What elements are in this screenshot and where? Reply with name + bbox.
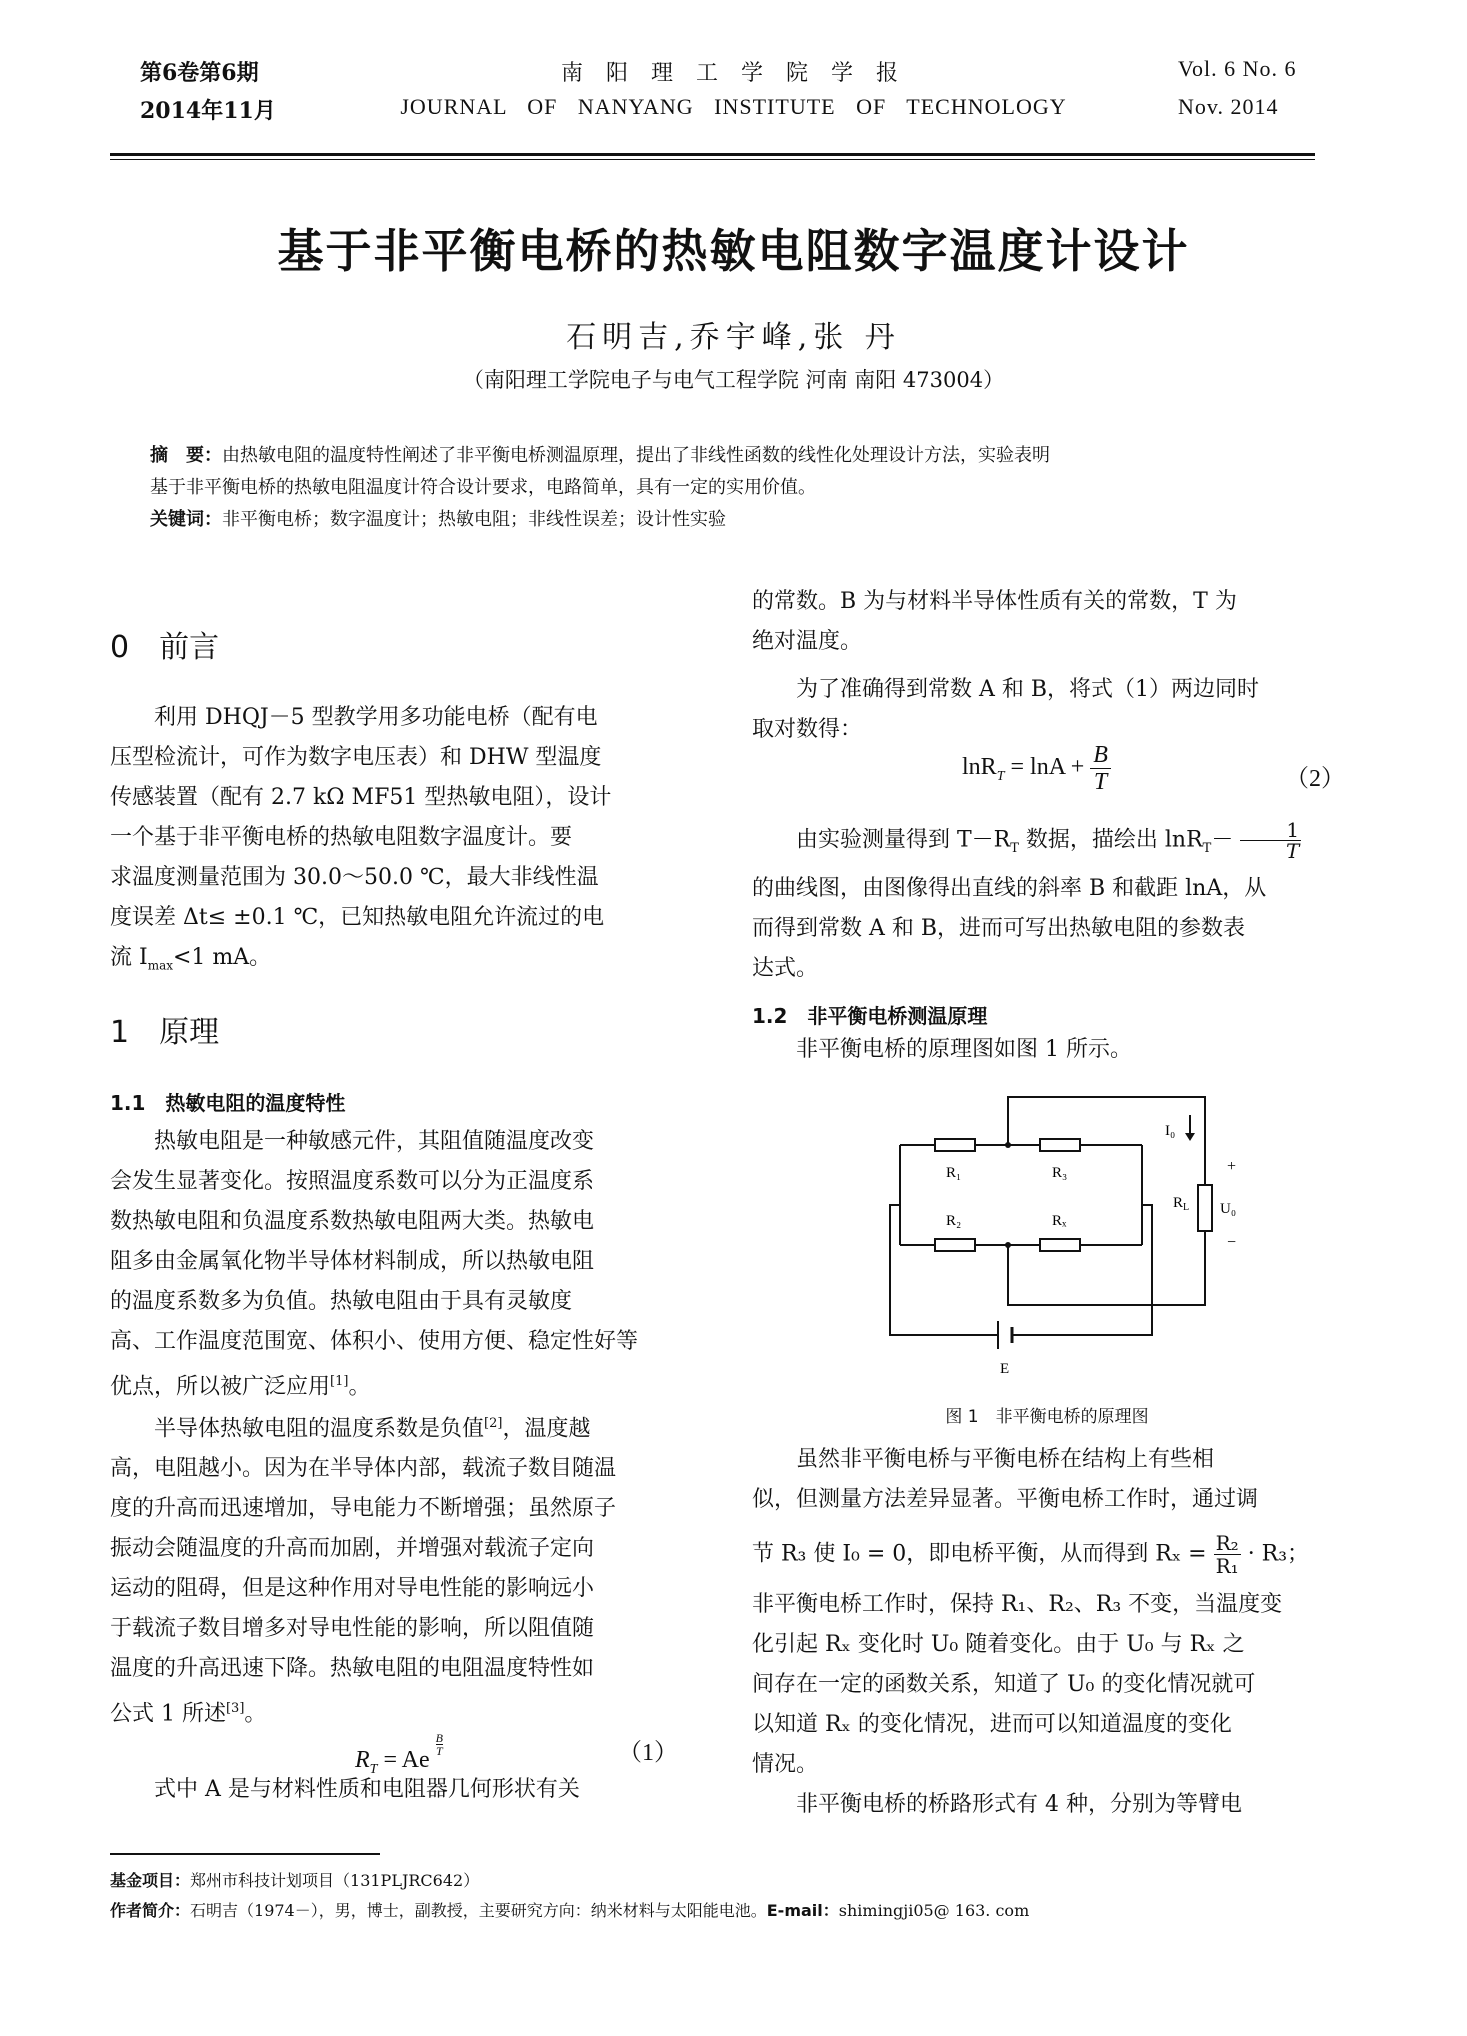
body-line	[110, 1404, 702, 1449]
author-text: 石明吉（1974－），男，博士，副教授，主要研究方向：纳米材料与太阳能电池。	[190, 1901, 767, 1920]
body-line: 式中 A 是与材料性质和电阻器几何形状有关	[154, 1777, 580, 1802]
intro-line	[110, 938, 702, 985]
body-line: 而得到常数 A 和 B，进而可写出热敏电阻的参数表	[752, 915, 1246, 941]
body-line: 非平衡电桥工作时，保持 R₁、R₂、R₃ 不变，当温度变	[752, 1592, 1283, 1617]
volume-en: Vol. 6 No. 6	[1178, 56, 1297, 81]
abstract	[150, 440, 1315, 536]
label-r3: R₃	[1052, 1165, 1068, 1181]
body-line: 非平衡电桥的桥路形式有 4 种，分别为等臂电	[796, 1792, 1242, 1817]
intro-current-value: <1 mA。	[173, 945, 272, 970]
body-line: 振动会随温度的升高而加剧，并增强对载流子定向	[110, 1536, 595, 1562]
label-rx: Rₓ	[1052, 1213, 1067, 1229]
body-line: 数热敏电阻和负温度系数热敏电阻两大类。热敏电	[110, 1209, 595, 1234]
footnote-rule	[110, 1853, 380, 1855]
body-line: 于载流子数目增多对导电性能的影响，所以阻值随	[110, 1616, 595, 1642]
fit-paragraph	[752, 820, 1342, 989]
fraction-den: T	[1286, 839, 1300, 863]
body-line: 化引起 Rₓ 变化时 U₀ 随着变化。由于 U₀ 与 Rₓ 之	[752, 1632, 1245, 1657]
body-line: 度的升高而迅速增加，导电能力不断增强；虽然原子	[110, 1496, 617, 1522]
body-text: · R₃；	[1247, 1541, 1310, 1567]
section-0-heading: 0 前言	[110, 630, 220, 665]
date-en: Nov. 2014	[1178, 94, 1279, 119]
label-i0: I₀	[1165, 1123, 1176, 1139]
body-line	[752, 820, 1342, 869]
keywords-label: 关键词：	[150, 509, 222, 530]
affiliation: （南阳理工学院电子与电气工程学院 河南 南阳 473004）	[462, 368, 1005, 392]
header-rule-thin	[110, 159, 1315, 160]
resistor-r3	[1040, 1139, 1080, 1151]
comparison-paragraph	[752, 1440, 1342, 1825]
label-rl-main: R	[1173, 1195, 1184, 1211]
resistor-rx	[1040, 1239, 1080, 1251]
body-line: 间存在一定的函数关系，知道了 U₀ 的变化情况就可	[752, 1672, 1256, 1697]
body-line: 绝对温度。	[752, 629, 863, 654]
body-line: 非平衡电桥的原理图如图 1 所示。	[796, 1037, 1132, 1062]
constants-paragraph	[752, 582, 1342, 750]
body-text: 。	[244, 1701, 267, 1727]
abstract-label: 摘 要：	[150, 445, 222, 466]
figure-1-caption: 图 1 非平衡电桥的原理图	[945, 1407, 1149, 1427]
body-line: 情况。	[752, 1752, 819, 1777]
inline-fraction	[1240, 820, 1301, 861]
body-text: 由实验测量得到 T－R	[796, 827, 1011, 853]
body-line: 取对数得：	[752, 717, 863, 742]
funding-note	[110, 1868, 479, 1894]
label-plus: +	[1227, 1158, 1237, 1175]
funding-label: 基金项目：	[110, 1871, 191, 1890]
author-note	[110, 1898, 1029, 1924]
eq1-exp-den: T	[436, 1744, 443, 1758]
fraction-num: 1	[1240, 820, 1301, 841]
thermistor-paragraph	[110, 1122, 702, 1407]
keywords: 非平衡电桥；数字温度计；热敏电阻；非线性误差；设计性实验	[222, 509, 726, 530]
equation-2-number: （2）	[1285, 766, 1345, 792]
citation-ref: [3]	[225, 1701, 245, 1717]
authors: 石明吉,乔宇峰,张 丹	[566, 320, 901, 355]
ratio-den: R₁	[1215, 1554, 1239, 1578]
body-line: 达式。	[752, 955, 819, 981]
body-line: 热敏电阻是一种敏感元件，其阻值随温度改变	[154, 1129, 595, 1154]
label-rl	[1173, 1195, 1189, 1213]
intro-line: 一个基于非平衡电桥的热敏电阻数字温度计。要	[110, 825, 573, 850]
bridge-circuit-diagram	[840, 1085, 1260, 1385]
eq1-symbol: R	[355, 1747, 370, 1773]
body-line: 阻多由金属氧化物半导体材料制成，所以热敏电阻	[110, 1249, 595, 1274]
section-1-heading: 1 原理	[110, 1015, 220, 1050]
figure-intro	[752, 1030, 1342, 1070]
intro-current-sub: max	[147, 958, 173, 973]
subsection-1-1-heading: 1.1 热敏电阻的温度特性	[110, 1091, 346, 1115]
equation-2	[962, 742, 1111, 795]
equation-1-number: （1）	[618, 1740, 678, 1766]
volume-cn: 第6卷第6期	[140, 60, 259, 86]
eq2-subscript: T	[996, 768, 1005, 784]
body-line	[110, 1362, 702, 1407]
eq1-exp-num: B	[435, 1731, 444, 1745]
intro-current-symbol: 流 I	[110, 945, 148, 970]
ratio-fraction	[1214, 1532, 1241, 1577]
date-cn: 2014年11月	[140, 98, 276, 124]
eq2-mid: = lnA +	[1010, 754, 1085, 781]
eq2-denominator: T	[1093, 769, 1108, 795]
resistor-r2	[935, 1239, 975, 1251]
body-text: 公式 1 所述	[110, 1701, 226, 1727]
intro-line: 利用 DHQJ－5 型教学用多功能电桥（配有电	[154, 705, 598, 730]
eq2-fraction	[1090, 742, 1111, 795]
intro-line: 度误差 Δt≤ ±0.1 ℃，已知热敏电阻允许流过的电	[110, 905, 605, 930]
journal-title-en: JOURNAL OF NANYANG INSTITUTE OF TECHNOLOGY	[400, 94, 1067, 119]
email-label: E-mail：	[766, 1901, 839, 1920]
body-line: 为了准确得到常数 A 和 B，将式（1）两边同时	[796, 677, 1260, 702]
intro-line: 求温度测量范围为 30.0～50.0 ℃，最大非线性温	[110, 865, 599, 890]
subscript: T	[1202, 840, 1212, 856]
intro-paragraph	[110, 698, 702, 985]
author-label: 作者简介：	[110, 1901, 191, 1920]
intro-line: 压型检流计，可作为数字电压表）和 DHW 型温度	[110, 745, 602, 770]
ratio-num: R₂	[1215, 1531, 1239, 1555]
body-line	[110, 1689, 702, 1734]
subsection-1-2-heading: 1.2 非平衡电桥测温原理	[752, 1004, 988, 1028]
label-r1: R₁	[946, 1165, 962, 1181]
current-arrow-icon	[1185, 1133, 1195, 1141]
body-line: 会发生显著变化。按照温度系数可以分为正温度系	[110, 1169, 595, 1194]
abstract-line-1: 由热敏电阻的温度特性阐述了非平衡电桥测温原理，提出了非线性函数的线性化处理设计方法，实验表明	[222, 445, 1050, 466]
body-line: 高，电阻越小。因为在半导体内部，载流子数目随温	[110, 1456, 617, 1482]
body-text: 。	[348, 1374, 371, 1400]
body-line: 高、工作温度范围宽、体积小、使用方便、稳定性好等	[110, 1329, 639, 1354]
email-text: shimingji05@ 163. com	[838, 1901, 1030, 1920]
body-line: 温度的升高迅速下降。热敏电阻的电阻温度特性如	[110, 1656, 595, 1682]
body-text: －	[1211, 827, 1234, 853]
body-line: 运动的阻碍，但是这种作用对导电性能的影响远小	[110, 1576, 595, 1602]
citation-ref: [2]	[484, 1416, 503, 1431]
citation-ref: [1]	[330, 1374, 349, 1389]
eq2-numerator: B	[1090, 742, 1111, 769]
abstract-line-2: 基于非平衡电桥的热敏电阻温度计符合设计要求，电路简单，具有一定的实用价值。	[150, 477, 816, 498]
body-line: 以知道 Rₓ 的变化情况，进而可以知道温度的变化	[752, 1712, 1232, 1737]
body-line: 的曲线图，由图像得出直线的斜率 B 和截距 lnA，从	[752, 875, 1267, 901]
body-text: 节 R₃ 使 I₀ = 0，即电桥平衡，从而得到 Rₓ =	[752, 1541, 1207, 1567]
load-resistor-rl	[1198, 1185, 1212, 1231]
body-line: 的常数。B 为与材料半导体性质有关的常数，T 为	[752, 589, 1237, 614]
label-rl-sub: L	[1183, 1202, 1190, 1213]
resistor-r1	[935, 1139, 975, 1151]
paper-title: 基于非平衡电桥的热敏电阻数字温度计设计	[277, 224, 1190, 278]
label-r2: R₂	[946, 1213, 962, 1229]
body-text: 半导体热敏电阻的温度系数是负值	[154, 1416, 485, 1442]
body-line: 的温度系数多为负值。热敏电阻由于具有灵敏度	[110, 1289, 573, 1314]
body-line	[752, 1532, 1342, 1577]
label-u0: U₀	[1220, 1201, 1237, 1217]
label-e: E	[1000, 1361, 1010, 1377]
semiconductor-paragraph	[110, 1404, 702, 1735]
body-text: ，温度越	[502, 1416, 591, 1442]
body-line: 似，但测量方法差异显著。平衡电桥工作时，通过调	[752, 1487, 1259, 1512]
eq1-subscript: T	[369, 1761, 378, 1777]
body-text: 数据，描绘出 lnR	[1018, 827, 1203, 853]
body-line: 虽然非平衡电桥与平衡电桥在结构上有些相	[796, 1447, 1215, 1472]
eq1-exponent	[436, 1732, 443, 1757]
body-text: 优点，所以被广泛应用	[110, 1374, 331, 1400]
eq2-lhs: lnR	[962, 754, 997, 781]
label-minus: −	[1227, 1234, 1237, 1251]
header-rule-thick	[110, 153, 1315, 156]
intro-line: 传感装置（配有 2.7 kΩ MF51 型热敏电阻），设计	[110, 785, 612, 810]
eq1-description	[110, 1770, 702, 1810]
eq1-rhs: = Ae	[383, 1747, 430, 1773]
funding-text: 郑州市科技计划项目（131PLJRC642）	[190, 1871, 480, 1890]
subscript: T	[1010, 840, 1019, 856]
journal-title-cn: 南 阳 理 工 学 院 学 报	[561, 61, 906, 86]
